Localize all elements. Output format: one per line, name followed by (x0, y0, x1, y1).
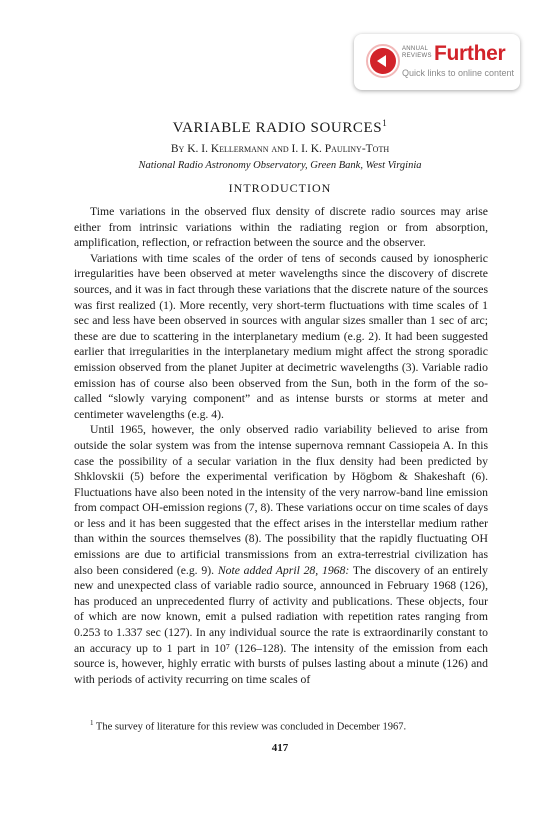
article-title-text: VARIABLE RADIO SOURCES (172, 120, 383, 136)
paragraph-3 (74, 422, 488, 687)
footnote (90, 719, 490, 733)
article-title (0, 118, 560, 137)
badge-annual-reviews (402, 46, 432, 60)
title-footnote-mark: 1 (382, 118, 388, 128)
paragraph-3-part2: The discovery of an entirely new and unexpected class of variable radio source, announced in February 1968 (126), has produced an unprecedented flurry of activity and publications. These objects, four of which are now known, emit a pulsed radiation with repetition rates ranging from 0.253 to 1.337 sec (127). In any individual source the rate is extraordinarily constant to an accuracy up to 1 part in 10⁷ (126–128). The intensity of the emission from each source is, however, highly erratic with bursts of pulses lasting about a minute (126) and with periods of activity recurring on time scales of (74, 563, 488, 686)
badge-annual-line1: ANNUAL (402, 46, 429, 52)
section-heading: INTRODUCTION (228, 181, 332, 195)
paragraph-3-note: Note added April 28, 1968: (217, 563, 350, 577)
paragraph-1: Time variations in the observed flux density of discrete radio sources may arise either from intrinsic variations within the radiating region or from absorption, amplification, reflection, or refraction between the source and the observer. (74, 205, 488, 250)
paragraph-3-part1: Until 1965, however, the only observed radio variability believed to arise from outside the solar system was from the intense supernova remnant Cassiopeia A. In this case the possibility of a secular variation in the flux density had been predicted by Shklovskii (5) before the experimental verification by Högbom & Shakeshaft (6). Fluctuations have also been noted in the intensity of the very narrow-band line emission from compact OH-emission regions (7, 8). These variations occur on time scales of days or less and it has been suggested that the effect arises in the interstellar medium rather than within the sources themselves (8). The possibility that the rapidly fluctuating OH emissions are due to artificial transmissions from an extra-terrestrial civilization has also been considered (e.g. 9). (74, 423, 488, 577)
badge-subtitle: Quick links to online content (402, 68, 515, 78)
article-authors: By K. I. Kellermann and I. I. K. Pauliny-Toth (170, 143, 390, 155)
footnote-mark: 1 (90, 719, 94, 727)
article-body (74, 204, 488, 687)
page-number: 417 (271, 742, 289, 754)
footnote-text: The survey of literature for this review was concluded in December 1967. (93, 721, 407, 733)
paragraph-2: Variations with time scales of the order of tens of seconds caused by ionospheric irregularities have been observed at meter wavelengths since the discovery of discrete sources, and it was in fact through these variations that the discrete nature of the sources was first realized (1). More recently, very short-term fluctuations with time scales of 1 sec and less have been observed in sources with angular sizes smaller than 1 sec of arc; these are due to scattering in the interplanetary medium (e.g. 2). It had been suggested earlier that irregularities in the interplanetary medium might affect the strong sporadic emission observed from the planet Jupiter at decimetric wavelengths (3). Variable radio emission has of course also been observed from the Sun, both in the form of the so-called “slowly varying component” and as intense bursts or storms at meter and centimeter wavelengths (e.g. 4). (74, 251, 488, 421)
further-links-badge[interactable] (354, 34, 520, 90)
badge-annual-line2: REVIEWS (402, 53, 432, 59)
play-icon (370, 48, 396, 74)
article-affiliation: National Radio Astronomy Observatory, Green Bank, West Virginia (138, 160, 422, 171)
badge-further-label: Further (434, 42, 506, 65)
